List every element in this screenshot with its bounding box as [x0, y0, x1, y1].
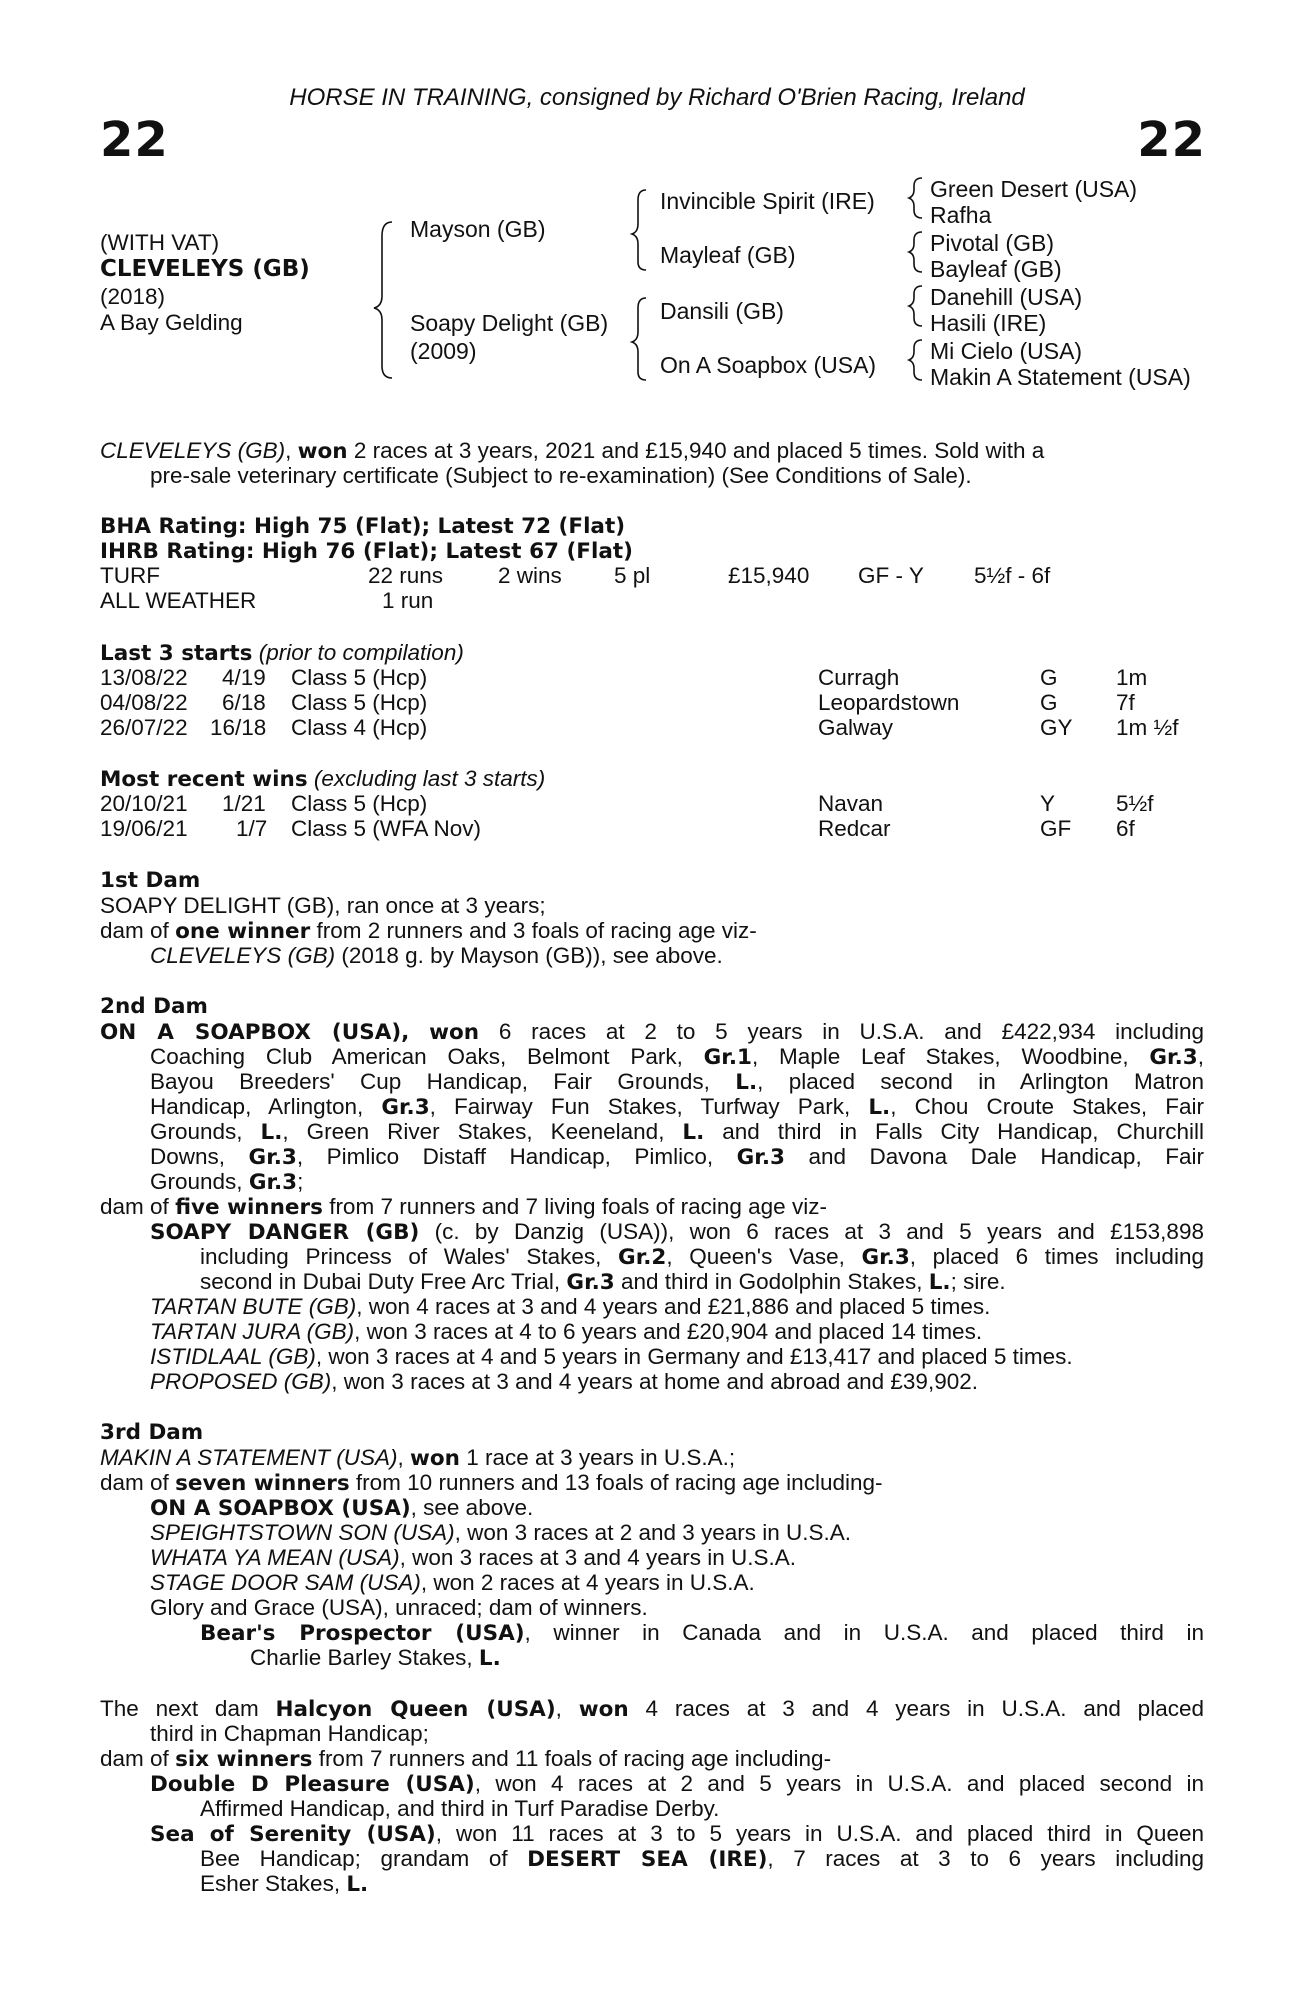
next-dam-line-1: The next dam Halcyon Queen (USA), won 4 races at 3 and 4 years in U.S.A. and placed [100, 1696, 1204, 1722]
second-dam-line-3: Bayou Breeders' Cup Handicap, Fair Grounds, L., placed second in Arlington Matron [150, 1069, 1204, 1095]
summary-line-1: CLEVELEYS (GB), won 2 races at 3 years, 2021 and £15,940 and placed 5 times. Sold with a [100, 438, 1045, 464]
first-dam-line-1: SOAPY DELIGHT (GB), ran once at 3 years; [100, 893, 546, 918]
sea-of-serenity-line-3: Esher Stakes, L. [200, 1871, 369, 1897]
sire-sire-sire: Green Desert (USA) [930, 176, 1138, 202]
offspring-line: TARTAN BUTE (GB), won 4 races at 3 and 4 years and £21,886 and placed 5 times. [150, 1294, 991, 1319]
dam-dam: On A Soapbox (USA) [660, 352, 877, 378]
dam-sire-sire: Danehill (USA) [930, 284, 1083, 310]
lot-number-right: 22 [1137, 112, 1206, 168]
recent-wins-heading: Most recent wins (excluding last 3 starts) [100, 766, 546, 792]
second-dam-line-4: Handicap, Arlington, Gr.3, Fairway Fun Stakes, Turfway Park, L., Chou Croute Stakes, Fair [150, 1094, 1204, 1120]
sea-of-serenity-line-1: Sea of Serenity (USA), won 11 races at 3 to 5 years in U.S.A. and placed third in Queen [150, 1821, 1204, 1847]
offspring-line: PROPOSED (GB), won 3 races at 3 and 4 years at home and abroad and £39,902. [150, 1369, 978, 1394]
last3-row: 04/08/22 6/18 Class 5 (Hcp) Leopardstown G 7f [100, 690, 1135, 715]
next-dam-line-3: dam of six winners from 7 runners and 11 foals of racing age including- [100, 1746, 832, 1772]
first-dam-line-3: CLEVELEYS (GB) (2018 g. by Mayson (GB)), see above. [150, 943, 723, 968]
last3-row: 26/07/22 16/18 Class 4 (Hcp) Galway GY 1m ½f [100, 715, 1179, 740]
dam-sire-dam: Hasili (IRE) [930, 310, 1047, 336]
turf-record: TURF 22 runs 2 wins 5 pl £15,940 GF - Y 5½f - 6f [100, 563, 1051, 588]
horse-name: CLEVELEYS (GB) [100, 256, 310, 282]
produce-line: ON A SOAPBOX (USA), see above. [150, 1495, 534, 1521]
sea-of-serenity-line-2: Bee Handicap; grandam of DESERT SEA (IRE), 7 races at 3 to 6 years including [200, 1846, 1204, 1872]
bha-rating: BHA Rating: High 75 (Flat); Latest 72 (Flat) [100, 514, 626, 539]
first-dam-line-2: dam of one winner from 2 runners and 3 foals of racing age viz- [100, 918, 757, 944]
next-dam-line-2: third in Chapman Handicap; [150, 1721, 429, 1746]
vat-note: (WITH VAT) [100, 230, 220, 255]
last3-row: 13/08/22 4/19 Class 5 (Hcp) Curragh G 1m [100, 665, 1148, 690]
recent-win-row: 20/10/21 1/21 Class 5 (Hcp) Navan Y 5½f [100, 791, 1154, 816]
catalogue-header: HORSE IN TRAINING, consigned by Richard O'Brien Racing, Ireland [289, 84, 1025, 111]
offspring-line: TARTAN JURA (GB), won 3 races at 4 to 6 years and £20,904 and placed 14 times. [150, 1319, 983, 1344]
dam-dam-dam: Makin A Statement (USA) [930, 364, 1191, 390]
soapy-danger-line-1: SOAPY DANGER (GB) (c. by Danzig (USA)), won 6 races at 3 and 5 years and £153,898 [150, 1219, 1204, 1245]
last3-heading: Last 3 starts (prior to compilation) [100, 640, 464, 666]
all-weather-record: ALL WEATHER 1 run [100, 588, 434, 613]
sire-dam: Mayleaf (GB) [660, 242, 796, 268]
produce-line: Glory and Grace (USA), unraced; dam of winners. [150, 1595, 648, 1620]
second-dam-line-7: Grounds, Gr.3; [150, 1169, 304, 1195]
horse-description: A Bay Gelding [100, 310, 243, 335]
soapy-danger-line-2: including Princess of Wales' Stakes, Gr.2, Queen's Vase, Gr.3, placed 6 times including [200, 1244, 1204, 1270]
second-dam-heading: 2nd Dam [100, 994, 208, 1019]
produce-line: WHATA YA MEAN (USA), won 3 races at 3 and 4 years in U.S.A. [150, 1545, 797, 1570]
dam-dam-sire: Mi Cielo (USA) [930, 338, 1083, 364]
lot-number-left: 22 [100, 112, 169, 168]
recent-win-row: 19/06/21 1/7 Class 5 (WFA Nov) Redcar GF 6f [100, 816, 1135, 841]
second-dam-line-5: Grounds, L., Green River Stakes, Keeneland, L. and third in Falls City Handicap, Churchill [150, 1119, 1204, 1145]
soapy-danger-line-3: second in Dubai Duty Free Arc Trial, Gr.3 and third in Godolphin Stakes, L.; sire. [200, 1269, 1006, 1295]
grandproduce-line-2: Charlie Barley Stakes, L. [250, 1645, 501, 1671]
first-dam-heading: 1st Dam [100, 868, 201, 893]
horse-year: (2018) [100, 284, 166, 309]
third-dam-line-2: dam of seven winners from 10 runners and 13 foals of racing age including- [100, 1470, 883, 1496]
double-d-line-1: Double D Pleasure (USA), won 4 races at 2 and 5 years in U.S.A. and placed second in [150, 1771, 1204, 1797]
sire-dam-sire: Pivotal (GB) [930, 230, 1054, 256]
second-dam-line-2: Coaching Club American Oaks, Belmont Park, Gr.1, Maple Leaf Stakes, Woodbine, Gr.3, [150, 1044, 1204, 1070]
offspring-line: ISTIDLAAL (GB), won 3 races at 4 and 5 years in Germany and £13,417 and placed 5 times. [150, 1344, 1073, 1369]
sire: Mayson (GB) [410, 216, 546, 242]
sire-sire: Invincible Spirit (IRE) [660, 188, 875, 214]
sire-sire-dam: Rafha [930, 202, 992, 228]
produce-line: STAGE DOOR SAM (USA), won 2 races at 4 years in U.S.A. [150, 1570, 755, 1595]
double-d-line-2: Affirmed Handicap, and third in Turf Paradise Derby. [200, 1796, 720, 1821]
second-dam-line-8: dam of five winners from 7 runners and 7 living foals of racing age viz- [100, 1194, 827, 1220]
dam-sire: Dansili (GB) [660, 298, 784, 324]
third-dam-heading: 3rd Dam [100, 1420, 204, 1445]
dam: Soapy Delight (GB) [410, 310, 609, 336]
second-dam-line-1: ON A SOAPBOX (USA), won 6 races at 2 to 5 years in U.S.A. and £422,934 including [100, 1019, 1204, 1045]
summary-line-2: pre-sale veterinary certificate (Subject to re-examination) (See Conditions of Sale). [150, 463, 972, 488]
sire-dam-dam: Bayleaf (GB) [930, 256, 1062, 282]
produce-line: SPEIGHTSTOWN SON (USA), won 3 races at 2 and 3 years in U.S.A. [150, 1520, 852, 1545]
grandproduce-line-1: Bear's Prospector (USA), winner in Canada and in U.S.A. and placed third in [200, 1620, 1204, 1646]
dam-year: (2009) [410, 338, 477, 364]
third-dam-line-1: MAKIN A STATEMENT (USA), won 1 race at 3 years in U.S.A.; [100, 1445, 736, 1471]
ihrb-rating: IHRB Rating: High 76 (Flat); Latest 67 (Flat) [100, 539, 633, 564]
second-dam-line-6: Downs, Gr.3, Pimlico Distaff Handicap, Pimlico, Gr.3 and Davona Dale Handicap, Fair [150, 1144, 1204, 1170]
